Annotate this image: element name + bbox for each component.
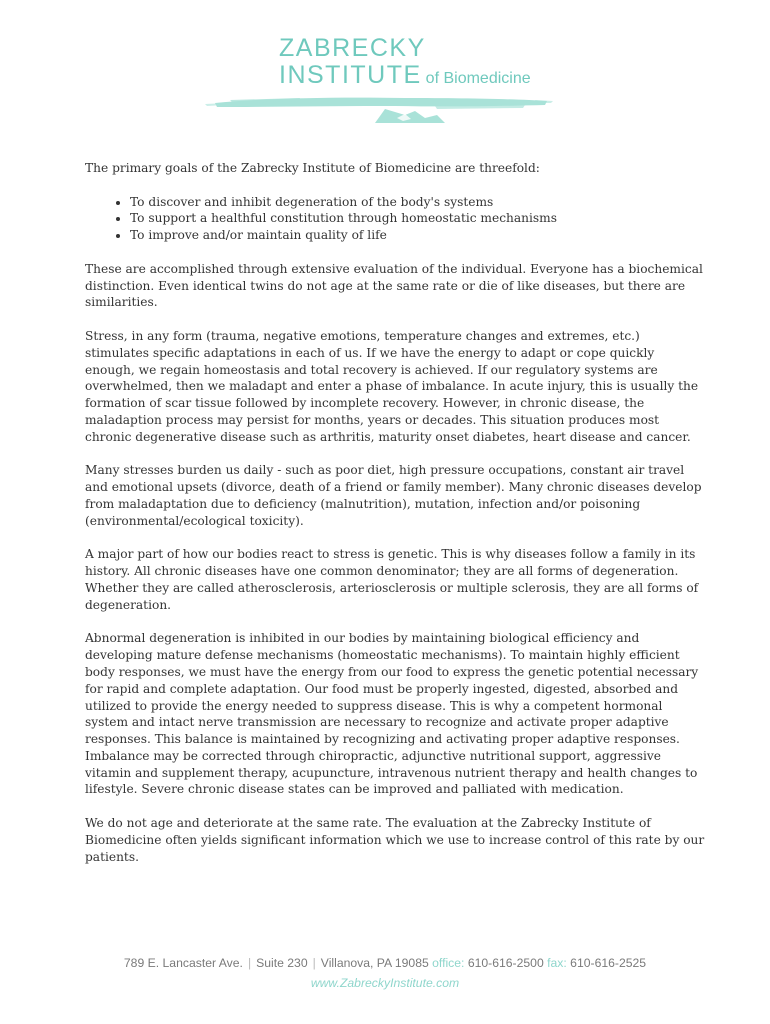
logo-institute-word: INSTITUTE: [279, 61, 422, 89]
body-paragraph: We do not age and deteriorate at the same rate. The evaluation at the Zabrecky Institute of Biomedicine often yields significant information which we use to increase control of this rate by our patients.: [85, 816, 705, 864]
logo-title-line2: [279, 61, 531, 93]
goals-list: [85, 194, 705, 244]
footer-office-label: office:: [432, 956, 465, 970]
letterhead: [0, 0, 770, 140]
footer-contact-line: [0, 954, 770, 972]
footer-separator: |: [312, 956, 316, 970]
intro-paragraph: The primary goals of the Zabrecky Institute of Biomedicine are threefold:: [85, 161, 540, 175]
body-paragraph: A major part of how our bodies react to stress is genetic. This is why diseases follow a family in its history. All chronic diseases have one common denominator; they are all forms of degeneration. Whether they are called atherosclerosis, arteriosclerosis or multiple sclerosis, they are all forms of degeneration.: [85, 547, 699, 612]
body-paragraph: Many stresses burden us daily - such as poor diet, high pressure occupations, constant air travel and emotional upsets (divorce, death of a friend or family member). Many chronic diseases develop from maladaptation due to deficiency (malnutrition), mutation, infection and/or poisoning (environmental/ecological toxicity).: [85, 463, 702, 528]
list-item: • To improve and/or maintain quality of life: [130, 227, 705, 244]
footer-suite: Suite 230: [256, 956, 308, 970]
body-paragraph: These are accomplished through extensive evaluation of the individual. Everyone has a biochemical distinction. Even identical twins do not age at the same rate or die of like diseases, but there are similarities.: [85, 261, 703, 310]
footer-address: 789 E. Lancaster Ave.: [123, 956, 243, 970]
list-item: • To discover and inhibit degeneration of the body's systems: [130, 194, 705, 211]
footer-fax-phone: 610-616-2525: [570, 956, 647, 970]
footer-city: Villanova, PA 19085: [320, 956, 429, 970]
footer: [0, 954, 770, 990]
body-paragraph: Abnormal degeneration is inhibited in our bodies by maintaining biological efficiency and developing mature defense mechanisms (homeostatic mechanisms). To maintain highly efficient body responses, we must have the energy from our food to express the genetic potential necessary for rapid and complete adaptation. Our food must be properly ingested, digested, absorbed and utilized to provide the energy needed to suppress disease. This is why a competent hormonal system and intact nerve transmission are necessary to recognize and activate proper adaptive responses. This balance is maintained by recognizing and activating proper adaptive responses. Imbalance may be corrected through chiropractic, adjunctive nutritional support, aggressive vitamin and supplement therapy, acupuncture, intravenous nutrient therapy and health changes to lifestyle. Severe chronic disease states can be improved and palliated with medication.: [85, 631, 699, 797]
list-item: • To support a healthful constitution through homeostatic mechanisms: [130, 210, 705, 227]
footer-office-phone: 610-616-2500: [467, 956, 544, 970]
brush-stroke-mountain-icon: [205, 91, 555, 136]
footer-fax-label: fax:: [547, 956, 567, 970]
body-paragraph: Stress, in any form (trauma, negative emotions, temperature changes and extremes, etc.) stimulates specific adaptations in each of us. If we have the energy to adapt or cope quickly enough, we regain homeostasis and total recovery is achieved. If our regulatory systems are overwhelmed, then we maladapt and enter a phase of imbalance. In acute injury, this is usually the formation of scar tissue followed by incomplete recovery. However, in chronic disease, the maladaption process may persist for months, years or decades. This situation produces most chronic degenerative disease such as arthritis, maturity onset diabetes, heart disease and cancer.: [85, 328, 699, 444]
letter-body: [85, 160, 705, 882]
logo-title-line1: ZABRECKY: [279, 34, 426, 62]
footer-website-link[interactable]: www.ZabreckyInstitute.com: [310, 976, 460, 990]
logo-suffix: of Biomedicine: [425, 70, 531, 87]
footer-separator: |: [247, 956, 252, 970]
